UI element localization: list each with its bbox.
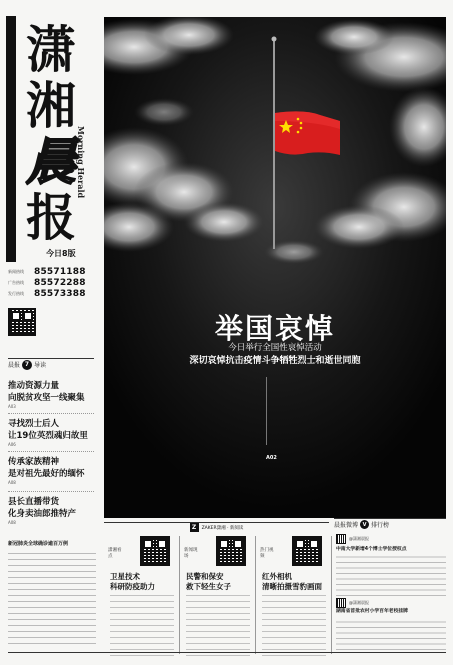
zaker-column-title [110, 572, 174, 592]
hotline-number: 85572288 [34, 277, 86, 288]
hotline-news [8, 266, 92, 277]
qr-code-icon[interactable] [336, 534, 346, 544]
index-item[interactable] [8, 380, 98, 410]
divider [255, 536, 256, 654]
index-item-title: 寻找烈士后人 [8, 419, 60, 429]
qr-code-icon[interactable] [336, 598, 346, 608]
zaker-title-line: 科研防疫助力 [110, 582, 155, 591]
index-label-right: 导读 [34, 362, 47, 369]
index-item-page: A08 [8, 520, 16, 525]
weibo-item-body [336, 556, 446, 596]
masthead-title [20, 22, 82, 246]
hero-page-ref: A02 [266, 455, 277, 461]
zaker-column-tag: 热门视频 [260, 548, 274, 559]
weibo-handle: @潇湘晨报 [349, 536, 369, 541]
zaker-title-line: 救下轻生女子 [186, 582, 231, 591]
index-item-title: 化身卖油郎推特产 [8, 509, 77, 519]
masthead [6, 16, 94, 262]
hero-photo [104, 17, 446, 518]
hero-subtitle-main: 深切哀悼抗击疫情斗争牺牲烈士和逝世同胞 [189, 356, 361, 366]
weibo-badge: V [360, 520, 369, 529]
masthead-char-3: 晨 [26, 132, 76, 191]
weibo-ranking-header [334, 518, 446, 530]
zaker-badge: Z [190, 523, 199, 532]
zaker-section-header [104, 522, 329, 532]
hotline-distribution [8, 288, 92, 299]
hero-subtitle: 今日举行全国性哀悼活动 [228, 343, 322, 353]
index-item-title: 向脱贫攻坚一线聚集 [8, 393, 85, 403]
zaker-column-tag: 新闻现场 [184, 548, 198, 559]
footer-bar [8, 652, 446, 661]
zaker-column-title [262, 572, 326, 592]
today-pages: 今日8版 [46, 249, 76, 258]
divider [331, 536, 332, 654]
zaker-column-body [262, 594, 326, 656]
news-brief-body [8, 548, 96, 644]
divider [8, 413, 94, 414]
weibo-label-right: 排行榜 [371, 522, 390, 529]
hotline-ads [8, 277, 92, 288]
index-item[interactable] [8, 418, 98, 448]
hotline-label: 发行热线 [8, 291, 24, 296]
masthead-char-4: 报 [26, 188, 76, 247]
index-label-left: 晨报 [8, 362, 21, 369]
qr-code-icon[interactable] [292, 536, 322, 566]
index-item-title: 传承家族精神 [8, 457, 60, 467]
weibo-headline[interactable]: 中南大学新增4个博士学位授权点 [336, 547, 407, 552]
index-item[interactable] [8, 456, 98, 486]
hotline-label: 新闻热线 [8, 269, 24, 274]
weibo-label-left: 晨报微博 [334, 522, 359, 529]
weibo-headline[interactable]: 湖南省首批农村小学百年老校挂牌 [336, 609, 408, 614]
weibo-item-body [336, 618, 446, 650]
index-item-page: A03 [8, 404, 16, 409]
zaker-column-body [186, 594, 250, 656]
zaker-column-title [186, 572, 250, 592]
zaker-title-line: 红外相机 [262, 572, 292, 581]
news-brief [8, 540, 96, 644]
zaker-title-line: 清晰拍摄雪豹画面 [262, 582, 322, 591]
index-badge: 7 [22, 360, 32, 370]
divider [8, 491, 94, 492]
zaker-title-line: 卫星技术 [110, 572, 140, 581]
index-item-page: A06 [8, 442, 16, 447]
index-item-title: 让19位英烈魂归故里 [8, 431, 88, 441]
hero-title: 举国哀悼 [214, 312, 335, 345]
masthead-char-1: 潇 [26, 20, 76, 79]
hotline-number: 85571188 [34, 266, 86, 277]
zaker-column-body [110, 594, 174, 656]
masthead-char-2: 湘 [26, 76, 76, 135]
qr-code-icon[interactable] [8, 308, 36, 336]
index-item-title: 推动资源力量 [8, 381, 60, 391]
masthead-english: Morning Herald [76, 126, 86, 199]
qr-code-icon[interactable] [140, 536, 170, 566]
news-brief-title: 新冠肺炎全球确诊逾百万例 [8, 541, 69, 547]
masthead-bar [6, 16, 16, 262]
qr-code-icon[interactable] [216, 536, 246, 566]
hotline-number: 85573388 [34, 288, 86, 299]
zaker-title-line: 民警和保安 [186, 572, 224, 581]
weibo-handle: @潇湘晨报 [349, 600, 369, 605]
hotline-label: 广告热线 [8, 280, 24, 285]
flagpole [273, 39, 275, 249]
index-item-page: A08 [8, 480, 16, 485]
hotlines [8, 266, 92, 299]
divider [179, 536, 180, 654]
index-item-title: 县长直播带货 [8, 497, 60, 507]
hero-illustration [104, 17, 446, 518]
divider [266, 377, 267, 445]
zaker-section-label: ZAKER潇湘 · 新阅读 [201, 525, 244, 531]
index-item-title: 是对祖先最好的缅怀 [8, 469, 85, 479]
index-header [8, 358, 94, 370]
index-item[interactable] [8, 496, 98, 526]
zaker-column-tag: 潇湘看点 [108, 548, 122, 559]
divider [8, 451, 94, 452]
